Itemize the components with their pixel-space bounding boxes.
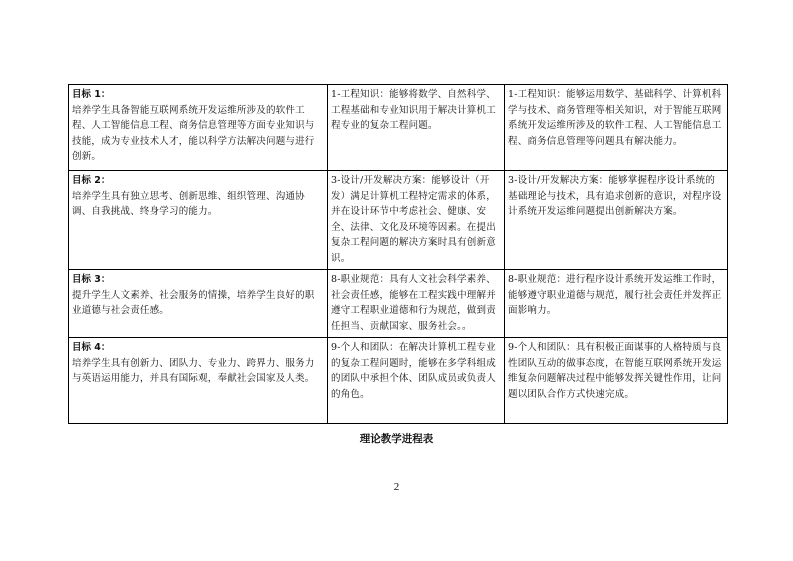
graduation-requirement: 3-设计/开发解决方案：能够设计（开发）满足计算机工程特定需求的体系，并在设计环节中考虑社会、健康、安全、法律、文化及环境等因素。在提出复杂工程问题的解决方案时具有创新意识。 xyxy=(331,175,496,264)
goal-title: 目标 2： xyxy=(72,175,111,186)
goal-description: 提升学生人文素养、社会服务的情操，培养学生良好的职业道德与社会责任感。 xyxy=(72,289,315,316)
graduation-requirement: 8-职业规范：具有人文社会科学素养、社会责任感，能够在工程实践中理解并遵守工程职业道德和行为规范，做到责任担当、贡献国家、服务社会。。 xyxy=(331,274,496,332)
graduation-requirement: 9-个人和团队：在解决计算机工程专业的复杂工程问题时，能够在多学科组成的团队中承担个体、团队成员或负责人的角色。 xyxy=(331,342,496,400)
table-row-goal-2 xyxy=(69,171,728,270)
graduation-requirement-cell xyxy=(328,171,505,270)
goal-title: 目标 1： xyxy=(72,89,111,100)
page-number: 2 xyxy=(393,481,400,493)
indicator-point: 3-设计/开发解决方案：能够掌握程序设计系统的基础理论与技术，具有追求创新的意识，对程序设计系统开发运维问题提出创新解决方案。 xyxy=(508,175,722,217)
goal-description: 培养学生具有创新力、团队力、专业力、跨界力、服务力与英语运用能力，并具有国际观，奉献社会国家及人类。 xyxy=(72,357,315,384)
goal-description: 培养学生具备智能互联网系统开发运维所涉及的软件工程、人工智能信息工程、商务信息管理等方面专业知识与技能，成为专业技术人才，能以科学方法解决问题与进行创新。 xyxy=(72,104,315,162)
indicator-point: 9-个人和团队：具有积极正面谋事的人格特质与良性团队互动的做事态度，在智能互联网系统开发运维复杂问题解决过程中能够发挥关键性作用，让问题以团队合作方式快速完成。 xyxy=(508,342,722,400)
course-goals-table xyxy=(68,84,728,424)
indicator-point: 8-职业规范：进行程序设计系统开发运维工作时，能够遵守职业道德与规范，履行社会责任并发挥正面影响力。 xyxy=(508,274,722,316)
section-title: 理论教学进程表 xyxy=(359,433,434,445)
indicator-cell xyxy=(505,85,728,171)
indicator-cell xyxy=(505,270,728,338)
table-row-goal-1 xyxy=(69,85,728,171)
goal-cell xyxy=(69,338,328,424)
graduation-requirement: 1-工程知识：能够将数学、自然科学、工程基础和专业知识用于解决计算机工程专业的复杂工程问题。 xyxy=(331,89,496,131)
goal-title: 目标 3： xyxy=(72,274,111,285)
indicator-point: 1-工程知识：能够运用数学、基础科学、计算机科学与技术、商务管理等相关知识，对于智能互联网系统开发运维所涉及的软件工程、人工智能信息工程、商务信息管理等问题具有解决能力。 xyxy=(508,89,722,147)
graduation-requirement-cell xyxy=(328,270,505,338)
table-row-goal-4 xyxy=(69,338,728,424)
goal-cell xyxy=(69,270,328,338)
goal-title: 目标 4： xyxy=(72,342,111,353)
goal-cell xyxy=(69,171,328,270)
indicator-cell xyxy=(505,338,728,424)
graduation-requirement-cell xyxy=(328,85,505,171)
goal-description: 培养学生具有独立思考、创新思维、组织管理、沟通协调、自我挑战、终身学习的能力。 xyxy=(72,190,305,217)
goal-cell xyxy=(69,85,328,171)
graduation-requirement-cell xyxy=(328,338,505,424)
table-row-goal-3 xyxy=(69,270,728,338)
indicator-cell xyxy=(505,171,728,270)
